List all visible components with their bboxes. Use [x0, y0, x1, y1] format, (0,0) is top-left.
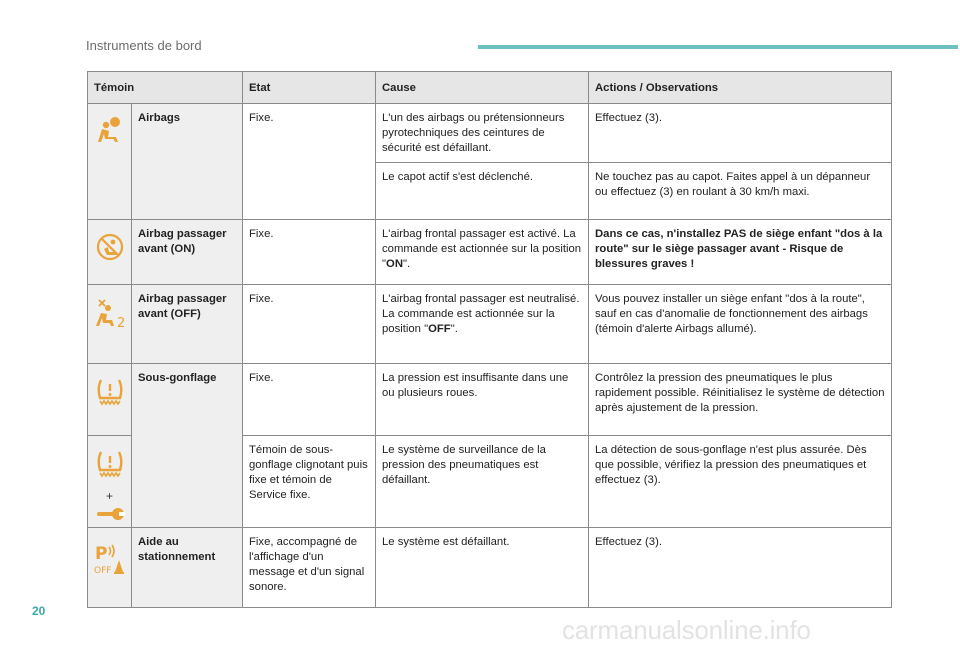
state-tpms-2: Témoin de sous-gonflage clignotant puis fixe et témoin de Service fixe.: [243, 436, 376, 528]
column-header-etat: Etat: [243, 72, 376, 104]
table-row: [88, 285, 892, 364]
airbag-warning-icon: [95, 137, 125, 149]
cause-airbag-off: L'airbag frontal passager est neutralisé. La commande est actionnée sur la position "OFF".: [376, 285, 589, 364]
cause-tpms-2: Le système de surveillance de la pression des pneumatiques est défaillant.: [376, 436, 589, 528]
state-parking: Fixe, accompagné de l'affichage d'un message et d'un signal sonore.: [243, 528, 376, 608]
icon-cell: [88, 436, 132, 528]
action-tpms-2: La détection de sous-gonflage n'est plus assurée. Dès que possible, vérifiez la pression des pneumatiques et effectuez (3).: [589, 436, 892, 528]
icon-cell: [88, 285, 132, 364]
column-header-cause: Cause: [376, 72, 589, 104]
warning-name-airbags: Airbags: [132, 104, 243, 220]
warning-name-airbag-off: Airbag passager avant (OFF): [132, 285, 243, 364]
cause-airbag-on: L'airbag frontal passager est activé. La commande est actionnée sur la position "ON".: [376, 220, 589, 285]
icon-cell: [88, 104, 132, 220]
warning-name-parking: Aide au stationnement: [132, 528, 243, 608]
table-row: [88, 364, 892, 436]
action-airbag-off: Vous pouvez installer un siège enfant "dos à la route", sauf en cas d'anomalie de fonctionnement des airbags (témoin d'alerte Airbags allumé).: [589, 285, 892, 364]
service-wrench-icon: [95, 506, 125, 527]
action-tpms-1: Contrôlez la pression des pneumatiques le plus rapidement possible. Réinitialisez le système de détection après ajustement de la pression.: [589, 364, 892, 436]
state-tpms-1: Fixe.: [243, 364, 376, 436]
svg-text:OFF: OFF: [93, 566, 111, 576]
table-row: [88, 220, 892, 285]
cause-tpms-1: La pression est insuffisante dans une ou plusieurs roues.: [376, 364, 589, 436]
parking-sensor-off-icon: [92, 544, 128, 579]
watermark: carmanualsonline.info: [562, 615, 811, 645]
action-airbag-on: Dans ce cas, n'installez PAS de siège enfant "dos à la route" sur le siège passager avant - Risque de blessures graves !: [589, 220, 892, 285]
column-header-temoin: Témoin: [88, 72, 243, 104]
state-airbag-off: Fixe.: [243, 285, 376, 364]
passenger-airbag-on-icon: [95, 253, 125, 265]
icon-cell: [88, 528, 132, 608]
state-airbag-on: Fixe.: [243, 220, 376, 285]
passenger-airbag-off-icon: [93, 316, 127, 334]
column-header-actions: Actions / Observations: [589, 72, 892, 104]
cause-airbags-2: Le capot actif s'est déclenché.: [376, 163, 589, 220]
icon-cell: [88, 220, 132, 285]
page-number: 20: [32, 604, 46, 618]
tyre-pressure-warning-icon: [94, 448, 126, 485]
cause-parking: Le système est défaillant.: [376, 528, 589, 608]
action-airbags-1: Effectuez (3).: [589, 104, 892, 163]
svg-text:P: P: [94, 544, 107, 564]
section-title: Instruments de bord: [86, 38, 202, 53]
action-parking: Effectuez (3).: [589, 528, 892, 608]
svg-text:2: 2: [116, 316, 125, 331]
header-accent-bar: [478, 45, 958, 49]
cause-airbags-1: L'un des airbags ou prétensionneurs pyrotechniques des ceintures de sécurité est défaillant.: [376, 104, 589, 163]
table-header-row: [88, 72, 892, 104]
table-row: [88, 528, 892, 608]
warning-lights-table: [87, 71, 892, 608]
warning-name-airbag-on: Airbag passager avant (ON): [132, 220, 243, 285]
tyre-pressure-warning-icon: [94, 399, 126, 411]
state-airbags: Fixe.: [243, 104, 376, 220]
plus-sign: +: [105, 489, 113, 503]
table-row: [88, 104, 892, 163]
action-airbags-2: Ne touchez pas au capot. Faites appel à un dépanneur ou effectuez (3) en roulant à 30 km/h maxi.: [589, 163, 892, 220]
warning-name-tpms: Sous-gonflage: [132, 364, 243, 528]
icon-cell: [88, 364, 132, 436]
